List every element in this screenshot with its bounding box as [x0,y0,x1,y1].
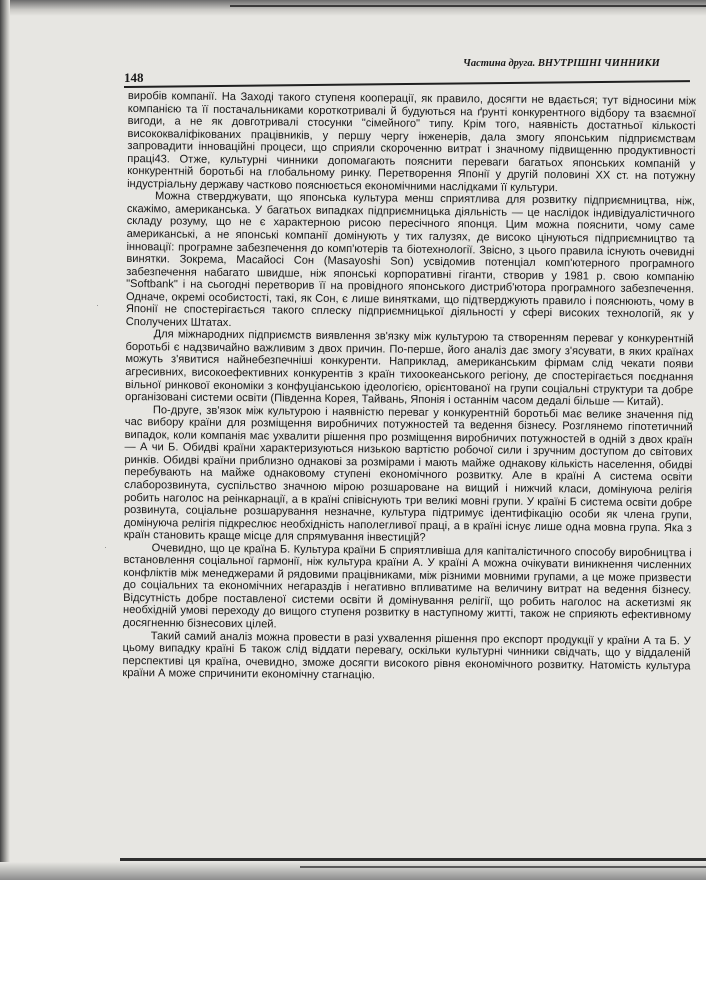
running-header: Частина друга. ВНУТРІШНІ ЧИННИКИ [463,58,660,69]
text-body [122,90,696,685]
scan-bottom-fade [0,862,706,880]
paragraph-1: виробів компанії. На Заході такого ступеня кооперації, як правило, досягти не вдається; тут відносини між компанією та її постачальниками короткотривалі й будуються на ґрунті конкурентного відбору та взаємної вигоди, а не як довготривалі стосунки "сімейного" типу. Крім того, наявність достатньої кількості висококваліфікованих працівників, у першу чергу інженерів, дала змогу японським підприємствам запровадити інноваційні процеси, що сприяли скороченню витрат і значному підвищенню продуктивності праці43. Отже, культурні чинники допомагають пояснити переваги багатьох японських компаній у конкурентній боротьбі на глобальному ринку. Перетворення Японії у другій половині XX ст. на потужну індустріальну державу частково пояснюється економічними наслідками її культури. [127,90,696,194]
paragraph-4: По-друге, зв'язок між культурою і наявністю переваг у конкурентній боротьбі має велике значення під час вибору країни для розміщення виробничих потужностей та ведення бізнесу. Розглянемо гіпотетичний випадок, коли компанія має ухвалити рішення про розміщення виробничих потужностей в одній з двох країн — А чи Б. Обидві країни характеризуються низькою вартістю робочої сили і зручним доступом до світових ринків. Обидві країни приблизно однакові за розмірами і мають майже однакову кількість населення, обидві перебувають на майже однаковому ступені економічного розвитку. Але в країні А система освіти слаборозвинута, суспільство значною мірою розшароване на вищий і нижчий класи, домінуюча релігія робить наголос на реінкарнації, а в країні співіснують три великі мовні групи. У країні Б система освіти добре розвинута, соціальне розшарування незначне, культура підтримує ідентифікацію особи як члена групи, домінуюча релігія підкреслює необхідність наполегливої праці, а в країні існує лише одна мовна група. Яка з країн становить краще місце для спрямування інвестицій? [123,403,693,545]
scan-top-shadow [0,0,706,16]
paragraph-3: Для міжнародних підприємств виявлення зв'язку між культурою та створенням переваг у конкурентній боротьбі є надзвичайно важливим з двох причин. По-перше, його аналіз дає змогу з'ясувати, в яких країнах можуть з'явитися найнебезпечніші конкуренти. Наприклад, американським фірмам слід чекати появи агресивних, високоефективних конкурентів з країн тихоокеанського регіону, де спостерігається поєднання вільної ринкової економіки з конфуціанською ідеологією, орієнтованої на групи соціальні структури та добре організовані системи освіти (Південна Корея, Тайвань, Японія і останнім часом дедалі більше — Китай). [124,328,694,409]
scan-left-edge [0,0,10,880]
scan-speck: · [104,542,107,552]
scan-bottom-stripe [120,858,706,861]
scan-bottom-stripe [300,866,706,868]
paragraph-2: Можна стверджувати, що японська культура менш сприятлива для розвитку підприємництва, ніж, скажімо, американська. У багатьох випадках підприємницька діяльність — це наслідок індивідуалістичного складу розуму, що не є характерною рисою пересічного японця. Цим можна пояснити, чому саме американські, а не японські компанії домінують у тих галузях, де високо цінуються підприємництво та інновації: програмне забезпечення до комп'ютерів та біотехнології. Звісно, з цього правила існують очевидні винятки. Зокрема, Масайосі Сон (Masayoshi Son) усвідомив потенціал комп'ютерного програмного забезпечення набагато швидше, ніж японські корпоративні гіганти, створив у 1981 р. свою компанію "Softbank" і на сьогодні перетворив її на провідного японського дистриб'ютора програмного забезпечення. Одначе, окремі особистості, такі, як Сон, є лише винятками, що підтверджують правило і пояснюють, чому в Японії не спостерігається такого сплеску підприємницької діяльності у сфері високих технологій, як у Сполучених Штатах. [125,190,696,329]
paragraph-5: Очевидно, що це країна Б. Культура країни Б сприятливіша для капіталістичного способу виробництва і встановлення соціальної гармонії, ніж культура країни А. У країні А можна очікувати виникнення численних конфліктів між менеджерами й рядовими працівниками, між різними мовними групами, а це може призвести до соціальних та економічних негараздів і негативно впливатиме на величину витрат на ведення бізнесу. Відсутність добре поставленої системи освіти й домінування релігії, що робить наголос на аскетизмі як необхідній умові переходу до вищого ступеня розвитку в наступному житті, також не сприяють ефективному досягненню бізнесових цілей. [122,541,692,631]
page-number: 148 [124,70,144,85]
scan-top-stripe [230,5,706,7]
header-rule [124,80,690,87]
paragraph-6: Такий самий аналіз можна провести в разі ухвалення рішення про експорт продукції у країни А та Б. У цьому випадку країні Б також слід віддати перевагу, оскільки культурні чинники свідчать, що у віддаленій перспективі ця країна, очевидно, зможе досягти високого рівня економічного розвитку. Натомість культура країни А може спричинити економічну стагнацію. [122,629,691,682]
scan-speck: · [96,300,99,310]
